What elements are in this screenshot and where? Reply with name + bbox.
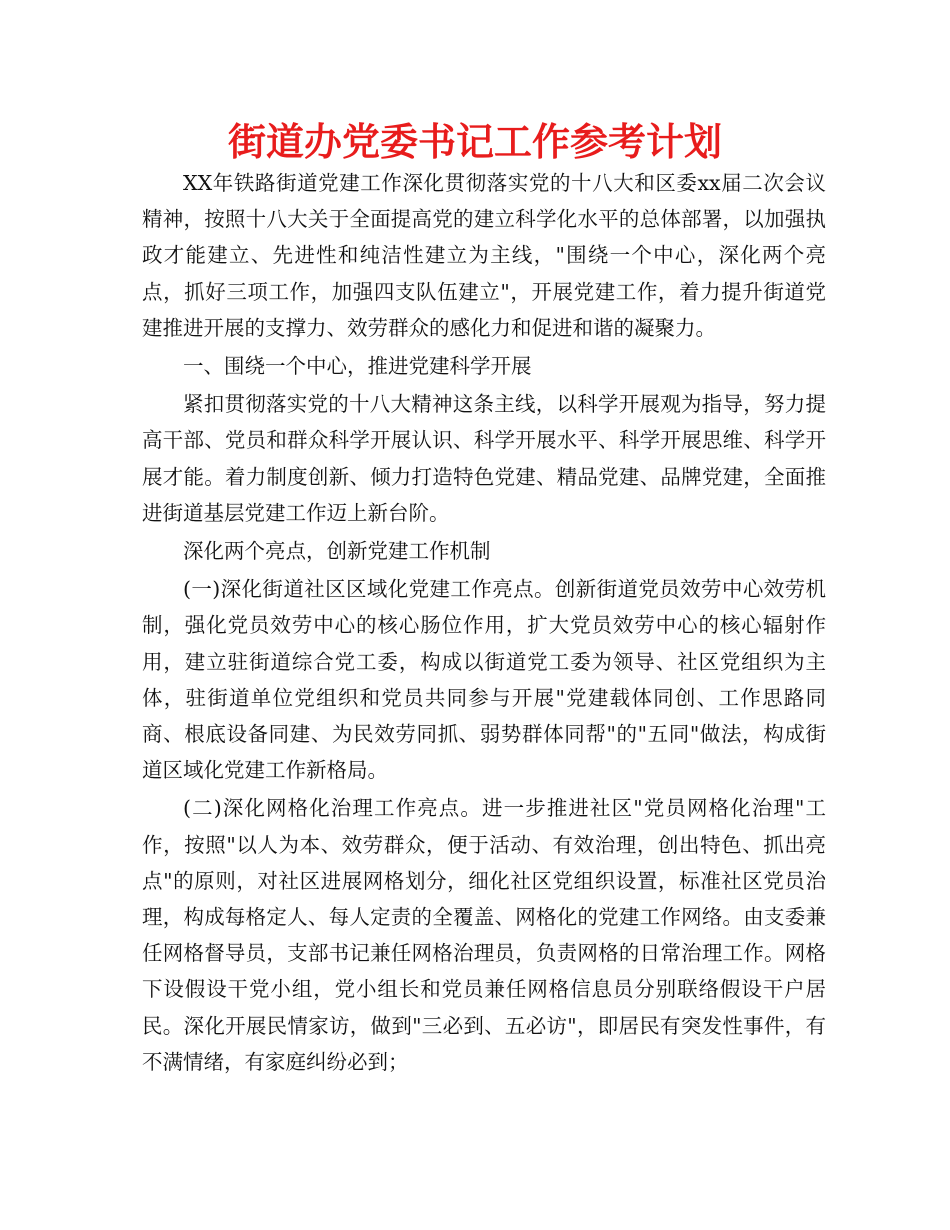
section-heading-two: 深化两个亮点，创新党建工作机制 <box>183 539 491 564</box>
paragraph-section-one: 紧扣贯彻落实党的十八大精神这条主线，以科学开展观为指导，努力提高干部、党员和群众科学开展认识、科学开展水平、科学开展思维、科学开展才能。着力制度创新、倾力打造特色党建、精品党建、品牌党建，全面推进街道基层党建工作迈上新台阶。 <box>142 392 826 525</box>
document-body <box>142 165 826 1080</box>
paragraph-intro: XX年铁路街道党建工作深化贯彻落实党的十八大和区委xx届二次会议精神，按照十八大关于全面提高党的建立科学化水平的总体部署，以加强执政才能建立、先进性和纯洁性建立为主线，"围绕一个中心，深化两个亮点，抓好三项工作，加强四支队伍建立"，开展党建工作，着力提升街道党建推进开展的支撑力、效劳群众的感化力和促进和谐的凝聚力。 <box>142 171 826 340</box>
section-heading-one: 一、围绕一个中心，推进党建科学开展 <box>183 354 532 379</box>
paragraph-item-one: (一)深化街道社区区域化党建工作亮点。创新街道党员效劳中心效劳机制，强化党员效劳中心的核心肠位作用，扩大党员效劳中心的核心辐射作用，建立驻街道综合党工委，构成以街道党工委为领导、社区党组织为主体，驻街道单位党组织和党员共同参与开展"党建载体同创、工作思路同商、根底设备同建、为民效劳同抓、弱势群体同帮"的"五同"做法，构成街道区域化党建工作新格局。 <box>142 577 826 783</box>
document-title: 街道办党委书记工作参考计划 <box>227 120 722 164</box>
paragraph-item-two: (二)深化网格化治理工作亮点。进一步推进社区"党员网格化治理"工作，按照"以人为本、效劳群众，便于活动、有效治理，创出特色、抓出亮点"的原则，对社区进展网格划分，细化社区党组织设置，标准社区党员治理，构成每格定人、每人定责的全覆盖、网格化的党建工作网络。由支委兼任网格督导员，支部书记兼任网格治理员，负责网格的日常治理工作。网格下设假设干党小组，党小组长和党员兼任网格信息员分别联络假设干户居民。深化开展民情家访，做到"三必到、五必访"，即居民有突发性事件，有不满情绪，有家庭纠纷必到； <box>142 796 826 1074</box>
